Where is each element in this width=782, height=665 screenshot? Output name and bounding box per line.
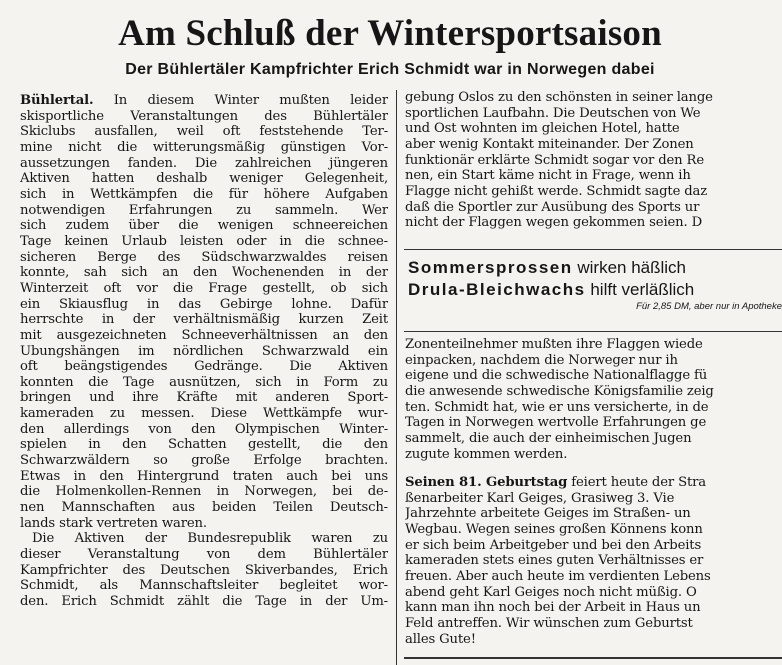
text-line-text: sicheren Berge des Südschwarzwaldes reisen — [20, 249, 388, 265]
article-right-column-continued — [405, 337, 782, 462]
text-line-text: herrschte in der verhältnismäßig kurzen Zeit — [20, 312, 388, 328]
text-line-text: Tage keinen Urlaub leisten oder in die schnee- — [20, 233, 388, 249]
text-line — [20, 563, 388, 579]
birthday-line — [405, 632, 782, 648]
birthday-line — [405, 553, 782, 569]
text-line — [20, 453, 388, 469]
text-line-text: sich zudem über die wenigen schneereichen — [20, 218, 388, 234]
birthday-line-text: kann man ihn noch bei der Arbeit in Haus un — [405, 600, 701, 616]
text-line-text: mine nicht die witterungsmäßig günstigen Vor- — [20, 139, 388, 155]
subheadline: Der Bühlertäler Kampfrichter Erich Schmidt war in Norwegen dabei — [125, 61, 655, 78]
text-line — [20, 93, 388, 109]
text-line — [20, 437, 388, 453]
ad-line-3: Für 2,85 DM, aber nur in Apotheke — [636, 301, 782, 312]
column-divider — [396, 90, 397, 665]
text-line — [20, 531, 388, 547]
text-line — [20, 390, 388, 406]
text-line — [20, 312, 388, 328]
text-line-text: kameraden zu messen. Diese Wettkämpfe wur- — [20, 406, 388, 422]
birthday-line — [405, 538, 782, 554]
text-line-text: nen Mannschaften aus beiden Teilen Deutsch- — [20, 500, 388, 516]
text-line-text: In diesem Winter mußten leider — [93, 93, 388, 108]
text-line-text: die Holmenkollen-Rennen in Norwegen, bei de- — [20, 484, 388, 500]
ad-line-2-bold: Drula-Bleichwachs — [408, 280, 586, 299]
text-line: nicht der Flaggen wegen gekommen seien. D — [405, 215, 703, 231]
birthday-notice — [405, 475, 782, 647]
ad-line-1-rest: wirken häßlich — [572, 258, 686, 277]
text-line: funktionär erklärte Schmidt sogar vor den Re — [405, 152, 704, 168]
birthday-line-text: feiert heute der Stra — [567, 475, 706, 490]
birthday-line-text: Jahrzehnte arbeitete Geiges im Straßen- un — [405, 506, 691, 522]
birthday-line-text: kameraden stets eines guten Verhältnisses er — [405, 553, 704, 569]
ad-line-1-bold: Sommersprossen — [408, 258, 573, 277]
text-line — [20, 516, 388, 532]
birthday-line — [405, 522, 782, 538]
text-line-text: sich in Wettkämpfen die für höhere Aufgaben — [20, 186, 388, 202]
text-line — [20, 594, 388, 610]
text-line — [20, 203, 388, 219]
text-line: daß die Sportler zur Ausübung des Sports ur — [405, 199, 700, 215]
text-line — [20, 218, 388, 234]
text-line: Zonenteilnehmer mußten ihre Flaggen wiede — [405, 337, 703, 352]
text-line-text: den allerdings von den Olympischen Winter- — [20, 421, 388, 437]
text-line — [20, 297, 388, 313]
birthday-line-text: Wegbau. Wegen seines großen Könnens konn — [405, 521, 703, 537]
text-line-text: Schwarzwäldern so große Erfolge brachten. — [20, 453, 388, 469]
text-line: aber wenig Kontakt miteinander. Der Zonen — [405, 136, 694, 152]
text-line: die anwesende schwedische Königsfamilie zeig — [405, 383, 714, 399]
text-line — [20, 469, 388, 485]
text-line-text: konnten die Tage ausnützen, sich in Form zu — [20, 374, 388, 390]
text-line — [20, 359, 388, 375]
text-line-text: notwendigen Erfahrungen zu sammeln. Wer — [20, 202, 388, 218]
text-line-text: Aktiven hatten deshalb weniger Gelegenheit, — [20, 171, 388, 187]
birthday-line — [405, 585, 782, 601]
text-line — [20, 234, 388, 250]
text-line — [20, 375, 388, 391]
text-line — [20, 328, 388, 344]
text-line: eigene und die schwedische Nationalflagge fü — [405, 368, 708, 384]
text-line-lead: Bühlertal. — [20, 93, 94, 108]
ad-line-2 — [408, 279, 782, 301]
ad-bottom-rule — [404, 331, 782, 332]
text-line-text: ein Skiausflug in das Gebirge lohne. Dafür — [20, 296, 388, 312]
text-line — [20, 109, 388, 125]
text-line-text: dieser Veranstaltung von dem Bühlertäler — [20, 547, 388, 563]
birthday-line — [405, 616, 782, 632]
text-line — [20, 500, 388, 516]
text-line-text: oft beängstigendes Gedränge. Die Aktiven — [20, 359, 388, 375]
text-line-text: den. Erich Schmidt zählt die Tage in der Um- — [20, 594, 388, 609]
birthday-line — [405, 600, 782, 616]
text-line-text: Kampfrichter des Deutschen Skiverbandes, Erich — [20, 562, 388, 578]
ad-line-1 — [408, 257, 782, 279]
text-line-text: Skiclubs ausfallen, weil oft feststehende Ter- — [20, 124, 388, 140]
text-line-text: bringen und ihre Kräfte mit anderen Sport- — [20, 390, 388, 406]
text-line: Tagen in Norwegen wertvolle Erfahrungen ge — [405, 415, 707, 431]
birthday-line-text: alles Gute! — [405, 631, 476, 647]
birthday-line — [405, 506, 782, 522]
text-line-text: Übungshängen im nördlichen Schwarzwald ein — [20, 343, 388, 359]
text-line — [20, 250, 388, 266]
text-line — [20, 171, 388, 187]
text-line — [20, 140, 388, 156]
birthday-line — [405, 475, 782, 491]
birthday-line — [405, 569, 782, 585]
text-line — [20, 124, 388, 140]
headline: Am Schluß der Wintersportsaison — [118, 13, 662, 54]
text-line: sammelt, die auch der einheimischen Jugen — [405, 430, 692, 446]
text-line — [20, 265, 388, 281]
birthday-line-lead: Seinen 81. Geburtstag — [405, 475, 568, 490]
text-line — [20, 344, 388, 360]
birthday-line-text: er sich beim Arbeitgeber und bei den Arbeits — [405, 537, 702, 553]
bottom-rule — [404, 657, 782, 659]
text-line — [20, 484, 388, 500]
text-line — [20, 187, 388, 203]
ad-top-rule — [404, 249, 782, 250]
birthday-line-text: abend geht Karl Geiges noch nicht müßig. O — [405, 584, 697, 600]
text-line: gebung Oslos zu den schönsten in seiner lange — [405, 90, 713, 105]
text-line-text: aussetzungen fanden. Die zahlreichen jüngeren — [20, 155, 388, 171]
birthday-line-text: freuen. Aber auch heute im verdienten Lebens — [405, 568, 711, 584]
text-line-text: lands stark vertreten waren. — [20, 515, 207, 531]
text-line: sportlichen Laufbahn. Die Deutschen von We — [405, 105, 701, 121]
text-line — [20, 422, 388, 438]
text-line-text: Die Aktiven der Bundesrepublik waren zu — [32, 531, 388, 547]
text-line — [20, 406, 388, 422]
birthday-line-text: ßenarbeiter Karl Geiges, Grasiweg 3. Vie — [405, 490, 675, 506]
text-line-text: Winterzeit oft vor die Frage gestellt, ob sich — [20, 280, 388, 296]
article-right-column-top — [405, 90, 782, 231]
text-line — [20, 578, 388, 594]
advertisement — [408, 257, 782, 313]
text-line-text: konnte, sah sich an den Wochenenden in der — [20, 265, 388, 281]
article-left-column — [20, 93, 388, 610]
text-line: zugute kommen werden. — [405, 446, 568, 462]
text-line — [20, 547, 388, 563]
ad-line-2-rest: hilft verläßlich — [585, 280, 695, 299]
text-line: einpacken, nachdem die Norweger nur ih — [405, 352, 678, 368]
text-line: Flagge nicht gehißt werde. Schmidt sagte daz — [405, 183, 708, 199]
text-line-text: spielen in den Schatten gestellt, die den — [20, 437, 388, 453]
text-line — [20, 156, 388, 172]
birthday-line-text: Feld antreffen. Wir wünschen zum Geburtst — [405, 615, 693, 631]
text-line-text: skisportliche Veranstaltungen des Bühlertäler — [20, 108, 388, 124]
text-line-text: mit ausgezeichneten Schneeverhältnissen an den — [20, 327, 388, 343]
text-line: und Ost wohnten im gleichen Hotel, hatte — [405, 121, 680, 137]
text-line-text: Schmidt, als Mannschaftsleiter begleitet wor- — [20, 578, 388, 594]
text-line — [20, 281, 388, 297]
text-line: nen, ein Start käme nicht in Frage, wenn ih — [405, 168, 691, 184]
text-line-text: Etwas in den Hintergrund traten auch bei uns — [20, 468, 388, 484]
birthday-line — [405, 491, 782, 507]
text-line: ten. Schmidt hat, wie er uns versicherte, in de — [405, 399, 709, 415]
